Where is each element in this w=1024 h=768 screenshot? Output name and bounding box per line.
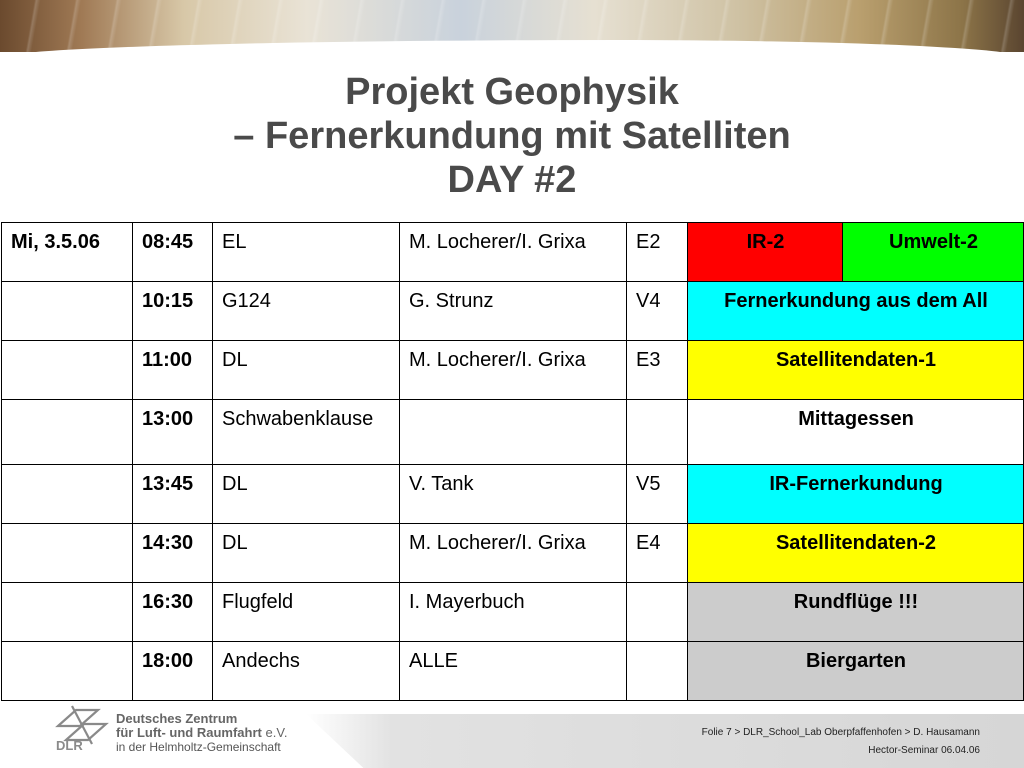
day-cell <box>2 465 133 524</box>
location-cell: DL <box>213 341 400 400</box>
topic-cell: Mittagessen <box>688 400 1024 465</box>
topic-cell: Umwelt-2 <box>843 223 1024 282</box>
topic-cell: Fernerkundung aus dem All <box>688 282 1024 341</box>
dlr-logo-icon <box>52 700 112 752</box>
day-cell <box>2 524 133 583</box>
code-cell: V4 <box>627 282 688 341</box>
location-cell: DL <box>213 524 400 583</box>
person-cell: M. Locherer/I. Grixa <box>400 524 627 583</box>
day-cell: Mi, 3.5.06 <box>2 223 133 282</box>
time-cell: 11:00 <box>133 341 213 400</box>
location-cell: Flugfeld <box>213 583 400 642</box>
time-cell: 08:45 <box>133 223 213 282</box>
table-row <box>2 223 1024 282</box>
day-cell <box>2 400 133 465</box>
logo-line-3: in der Helmholtz-Gemeinschaft <box>116 740 281 754</box>
topic-cell: Satellitendaten-2 <box>688 524 1024 583</box>
time-cell: 16:30 <box>133 583 213 642</box>
table-row <box>2 400 1024 465</box>
footer-band <box>306 714 1024 768</box>
time-cell: 13:45 <box>133 465 213 524</box>
code-cell: V5 <box>627 465 688 524</box>
slide-title <box>0 70 1024 202</box>
day-cell <box>2 282 133 341</box>
day-cell <box>2 583 133 642</box>
topic-cell: Satellitendaten-1 <box>688 341 1024 400</box>
logo-line-1: Deutsches Zentrum <box>116 711 238 726</box>
day-cell <box>2 341 133 400</box>
location-cell: Andechs <box>213 642 400 701</box>
time-cell: 10:15 <box>133 282 213 341</box>
table-row <box>2 282 1024 341</box>
person-cell: M. Locherer/I. Grixa <box>400 341 627 400</box>
dlr-logo-text <box>116 712 287 754</box>
code-cell <box>627 400 688 465</box>
time-cell: 18:00 <box>133 642 213 701</box>
location-cell: Schwabenklause <box>213 400 400 465</box>
person-cell <box>400 400 627 465</box>
schedule-table <box>1 222 1024 701</box>
title-line-1: Projekt Geophysik <box>345 71 679 113</box>
logo-line-2a: für Luft- und Raumfahrt <box>116 725 262 740</box>
person-cell: V. Tank <box>400 465 627 524</box>
topic-cell: IR-Fernerkundung <box>688 465 1024 524</box>
table-row <box>2 642 1024 701</box>
table-row <box>2 524 1024 583</box>
table-row <box>2 583 1024 642</box>
person-cell: ALLE <box>400 642 627 701</box>
code-cell: E3 <box>627 341 688 400</box>
code-cell: E2 <box>627 223 688 282</box>
topic-cell: Biergarten <box>688 642 1024 701</box>
time-cell: 13:00 <box>133 400 213 465</box>
table-row <box>2 341 1024 400</box>
title-line-3: DAY #2 <box>447 159 577 201</box>
location-cell: EL <box>213 223 400 282</box>
person-cell: I. Mayerbuch <box>400 583 627 642</box>
footer-event: Hector-Seminar 06.04.06 <box>868 745 980 756</box>
logo-line-2b: e.V. <box>265 725 288 740</box>
logo-abbr: DLR <box>56 738 83 752</box>
footer-slide-info: Folie 7 > DLR_School_Lab Oberpfaffenhofen > D. Hausamann <box>701 727 980 738</box>
topic-cell: Rundflüge !!! <box>688 583 1024 642</box>
person-cell: G. Strunz <box>400 282 627 341</box>
topic-cell: IR-2 <box>688 223 843 282</box>
code-cell: E4 <box>627 524 688 583</box>
location-cell: G124 <box>213 282 400 341</box>
person-cell: M. Locherer/I. Grixa <box>400 223 627 282</box>
location-cell: DL <box>213 465 400 524</box>
code-cell <box>627 642 688 701</box>
title-line-2: – Fernerkundung mit Satelliten <box>233 115 791 157</box>
time-cell: 14:30 <box>133 524 213 583</box>
table-row <box>2 465 1024 524</box>
code-cell <box>627 583 688 642</box>
day-cell <box>2 642 133 701</box>
